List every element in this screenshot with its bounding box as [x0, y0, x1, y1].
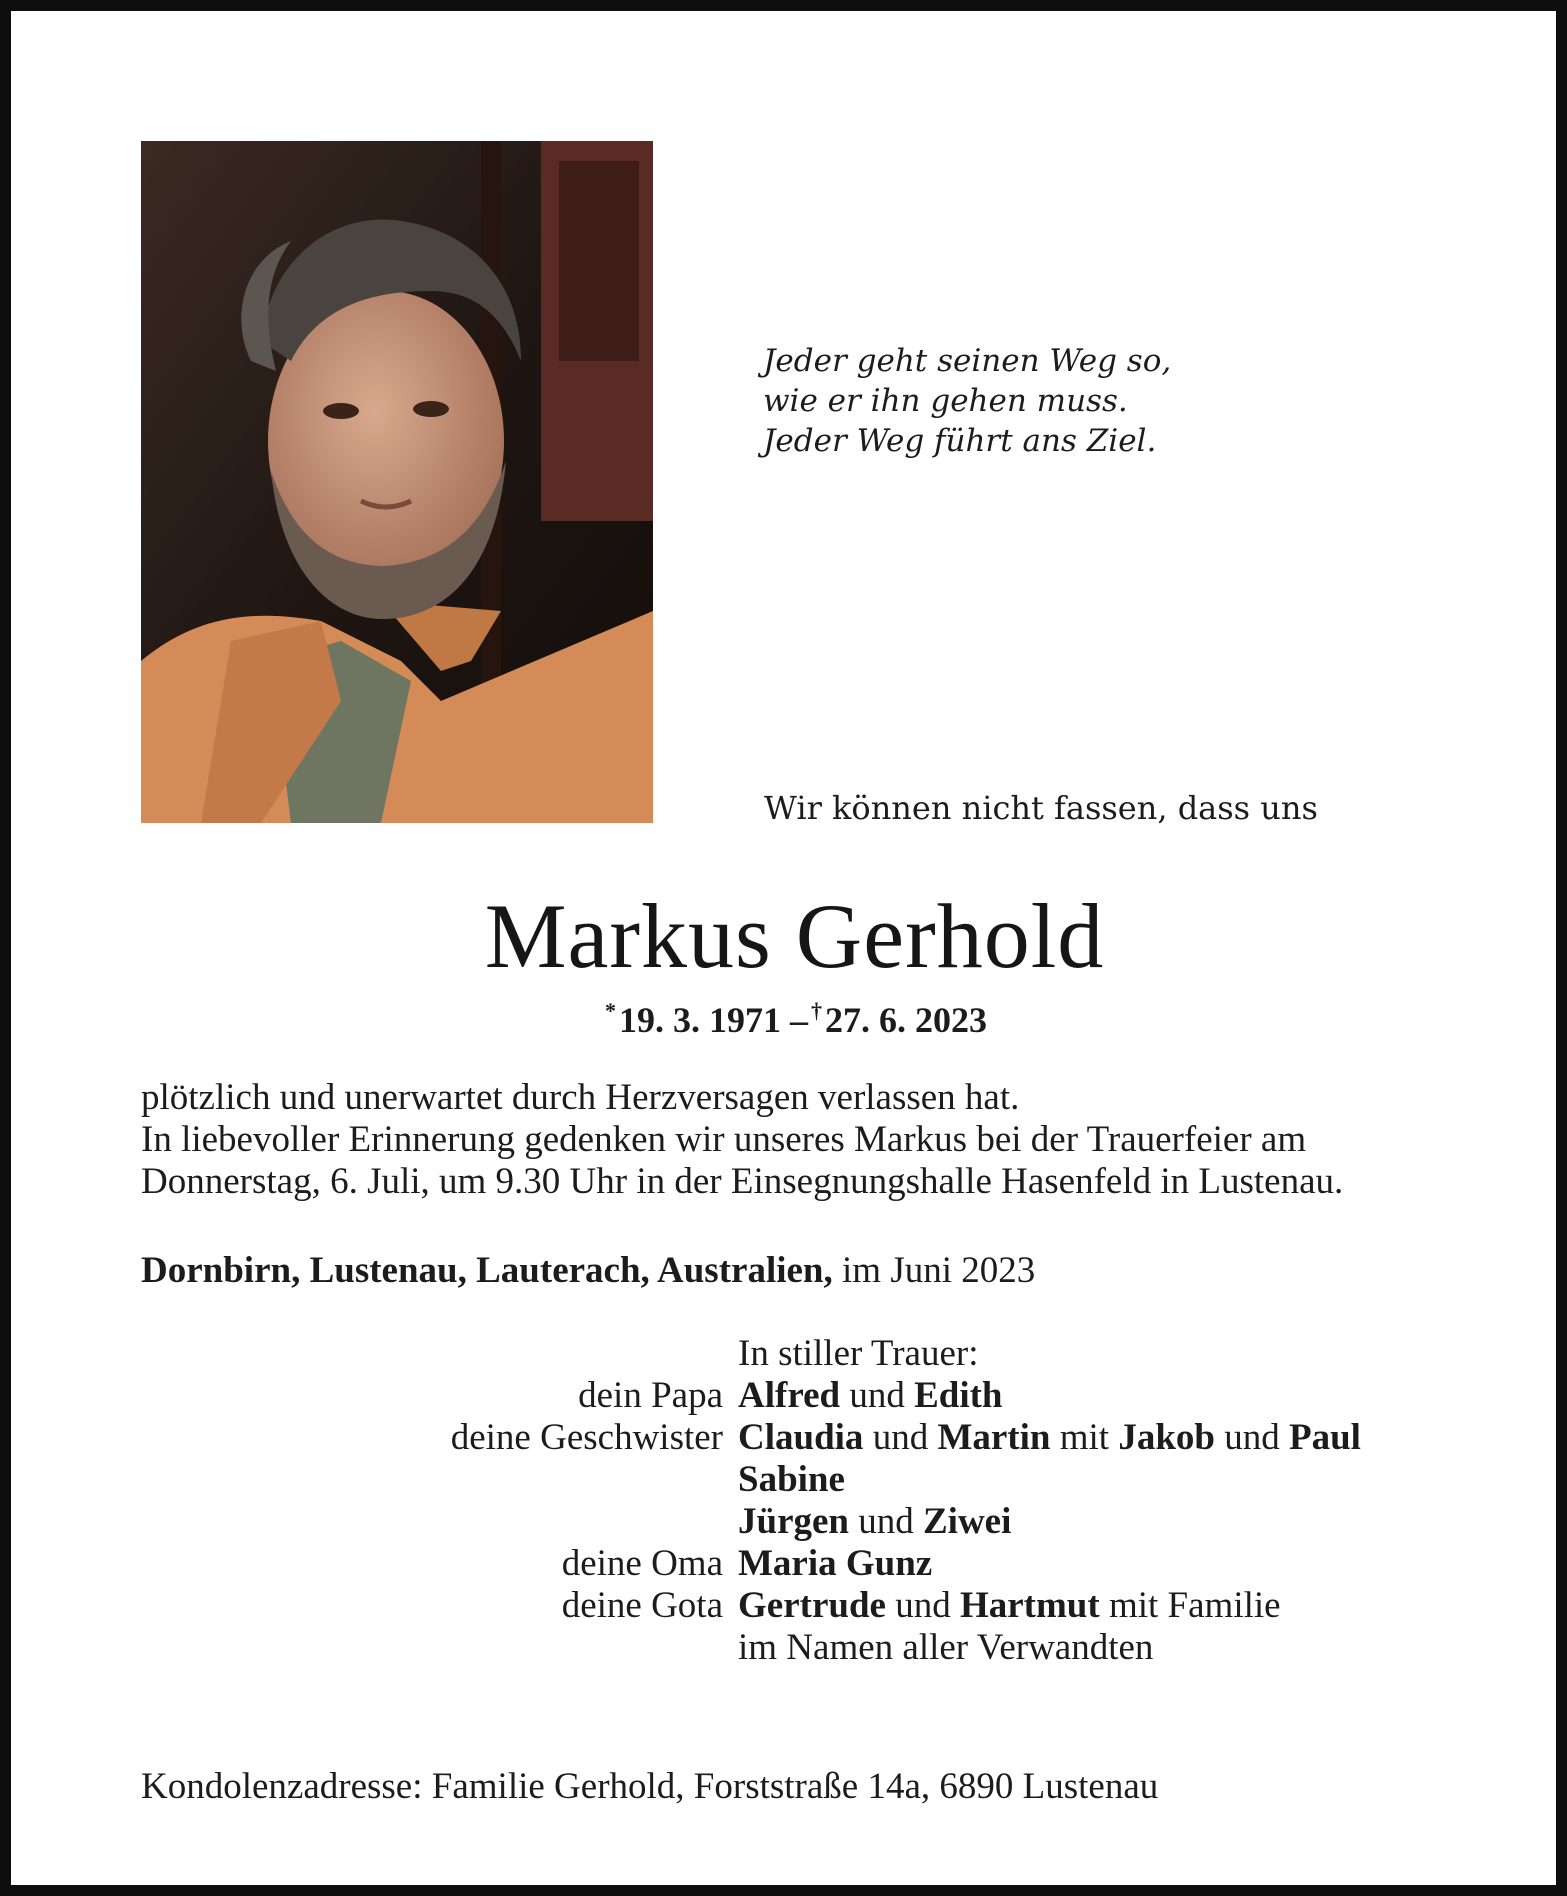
announcement-text	[141, 1077, 1471, 1203]
mourner-row-papa: dein Papa Alfred und Edith	[141, 1375, 1361, 1417]
mourner-row-oma	[141, 1543, 1361, 1585]
mourner-row-gota: deine Gota Gertrude und Hartmut mit Familie	[141, 1585, 1361, 1627]
mourner-row-sabine	[141, 1459, 1361, 1501]
death-symbol: †	[811, 998, 822, 1023]
birth-symbol: *	[605, 998, 616, 1023]
mourner-role: deine Gota	[561, 1585, 723, 1626]
mourner-name: Sabine	[738, 1459, 845, 1500]
mourners-heading-row	[141, 1333, 1361, 1375]
closing-line: im Namen aller Verwandten	[738, 1627, 1154, 1668]
mourner-name: Hartmut	[959, 1585, 1100, 1626]
mourner-name: Ziwei	[923, 1501, 1012, 1542]
quote	[763, 341, 1171, 461]
mourner-role: deine Geschwister	[450, 1417, 723, 1458]
mourner-row-closing	[141, 1627, 1361, 1669]
quote-line: wie er ihn gehen muss.	[763, 383, 1128, 419]
mourner-role: deine Oma	[561, 1543, 723, 1584]
death-date: 27. 6. 2023	[825, 1000, 987, 1040]
quote-line: Jeder geht seinen Weg so,	[763, 343, 1172, 379]
announcement-line: In liebevoller Erinnerung gedenken wir unseres Markus bei der Trauerfeier am	[141, 1119, 1307, 1160]
mourner-name: Jürgen	[738, 1501, 849, 1542]
deceased-name: Markus Gerhold	[484, 885, 1105, 987]
mourner-name: Jakob	[1118, 1417, 1215, 1458]
portrait-photo	[141, 141, 653, 823]
mourner-role: dein Papa	[578, 1375, 723, 1416]
birth-date: 19. 3. 1971 –	[619, 1000, 808, 1040]
mourner-name: Gertrude	[738, 1585, 886, 1626]
mourners-heading: In stiller Trauer:	[738, 1333, 979, 1374]
condolence-address: Kondolenzadresse: Familie Gerhold, Forststraße 14a, 6890 Lustenau	[141, 1766, 1159, 1807]
mourner-name: Martin	[937, 1417, 1051, 1458]
mourners-list	[141, 1333, 1361, 1669]
mourner-row-juergen: Jürgen und Ziwei	[738, 1501, 1012, 1542]
intro-text: Wir können nicht fassen, dass uns	[764, 789, 1318, 827]
life-dates	[11, 998, 1567, 1041]
quote-line: Jeder Weg führt ans Ziel.	[763, 423, 1157, 459]
announcement-line: plötzlich und unerwartet durch Herzversagen verlassen hat.	[141, 1077, 1020, 1118]
mourner-name: Alfred	[738, 1375, 841, 1416]
announcement-line: Donnerstag, 6. Juli, um 9.30 Uhr in der Einsegnungshalle Hasenfeld in Lustenau.	[141, 1161, 1344, 1202]
places-line	[141, 1249, 1035, 1292]
mourner-name: Maria Gunz	[738, 1543, 933, 1584]
mourner-row-siblings: deine Geschwister Claudia und Martin mit Jakob und Paul	[141, 1417, 1361, 1459]
mourner-name: Paul	[1288, 1417, 1361, 1458]
mourner-name: Claudia	[738, 1417, 864, 1458]
places-date: im Juni 2023	[832, 1250, 1036, 1291]
mourner-name: Edith	[914, 1375, 1003, 1416]
places-names: Dornbirn, Lustenau, Lauterach, Australien,	[141, 1250, 833, 1291]
